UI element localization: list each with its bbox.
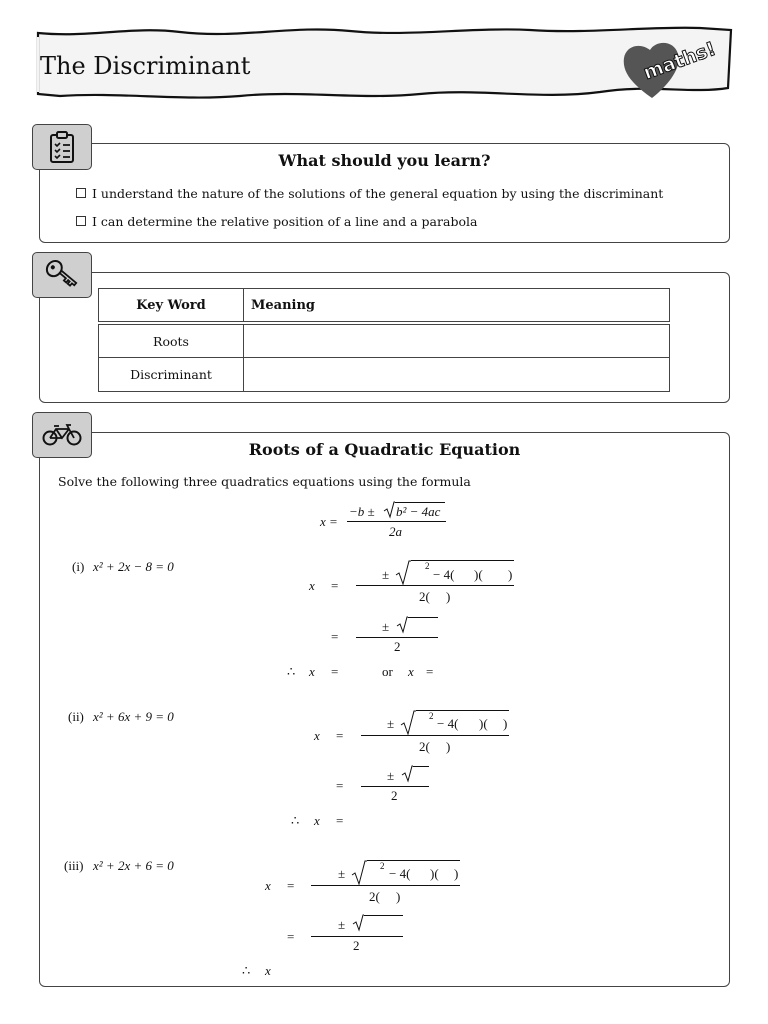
x-symbol: x [309,664,315,679]
x-symbol: x [314,813,320,828]
denominator-two: 2 [353,938,360,953]
paren-close: ) [454,866,459,881]
denominator-open: 2( [369,889,380,904]
table-row [98,357,670,392]
formula-numerator-b: −b ± [349,504,375,519]
therefore-symbol: ∴ [242,963,251,978]
bicycle-icon [42,423,82,447]
radical-sign [396,616,408,634]
fraction-line [356,585,514,586]
equals-sign: = [287,878,295,893]
problem-2-label: (ii) [68,709,84,724]
fraction-line [361,735,509,736]
clipboard-icon-box [32,124,92,170]
key-icon [42,257,82,293]
maths-logo [618,36,718,102]
x-symbol: x [309,578,315,593]
formula-fraction-line [347,521,446,522]
radical-bar [408,617,438,618]
square-exponent: 2 [425,561,430,571]
plus-minus: ± [338,866,346,881]
fraction-line [311,885,460,886]
learn-heading: What should you learn? [278,151,491,170]
roots-heading: Roots of a Quadratic Equation [248,440,521,459]
equals-sign: = [336,728,344,743]
paren-mid: )( [479,716,488,731]
checkbox-2[interactable] [76,216,86,226]
equals-sign: = [331,664,339,679]
therefore-symbol: ∴ [291,813,300,828]
radical-sign [400,710,416,736]
fraction-line [356,637,438,638]
key-icon-box [32,252,92,298]
learn-section [39,143,730,243]
keywords-header-row [98,288,670,322]
header-banner [0,0,768,115]
paren-close: ) [503,716,508,731]
paren-mid: )( [430,866,439,881]
equals-sign: = [331,578,339,593]
fraction-line [361,786,429,787]
roots-intro: Solve the following three quadratics equations using the formula [58,474,471,489]
objective-1 [76,186,663,201]
denominator-open: 2( [419,739,430,754]
equals-sign: = [336,813,344,828]
x-symbol: x [265,878,271,893]
radical-bar [395,502,445,503]
or-word: or [382,664,393,679]
clipboard-icon [47,130,77,164]
paren-mid: )( [474,567,483,582]
denominator-close: ) [446,739,451,754]
equals-sign: = [287,929,295,944]
plus-minus: ± [387,716,395,731]
checkbox-1[interactable] [76,188,86,198]
x-symbol: x [314,728,320,743]
denominator-two: 2 [391,788,398,803]
radical-sign [383,501,395,519]
objective-2-text: I can determine the relative position of a line and a parabola [92,214,478,229]
denominator-close: ) [396,889,401,904]
keyword-cell: Roots [99,325,244,357]
minus-four: − 4( [437,716,459,731]
problem-3-equation: x² + 2x + 6 = 0 [93,858,174,873]
formula-denominator: 2a [389,524,402,539]
equals-sign: = [331,629,339,644]
plus-minus: ± [382,619,390,634]
radical-bar [364,915,403,916]
radical-bar [413,766,429,767]
objective-1-text: I understand the nature of the solutions of the general equation by using the discriminant [92,186,664,201]
meaning-cell[interactable] [244,358,669,391]
minus-four: − 4( [389,866,411,881]
col-key-word: Key Word [99,289,244,321]
objective-2 [76,214,477,229]
problem-1-equation: x² + 2x − 8 = 0 [93,559,174,574]
square-exponent: 2 [429,711,434,721]
problem-3-label: (iii) [64,858,84,873]
radical-sign [401,765,413,783]
formula-lhs: x = [320,514,338,529]
x-symbol: x [408,664,414,679]
formula-radicand: b² − 4ac [396,504,441,519]
radical-sign [351,860,367,886]
denominator-open: 2( [419,589,430,604]
plus-minus: ± [338,917,346,932]
logo-text: maths! [640,37,719,85]
col-meaning: Meaning [251,297,316,313]
equals-sign: = [336,778,344,793]
plus-minus: ± [382,567,390,582]
denominator-close: ) [446,589,451,604]
table-row [98,324,670,358]
page-title: The Discriminant [40,52,251,80]
radical-sign [395,560,411,586]
bicycle-icon-box [32,412,92,458]
x-symbol: x [265,963,271,978]
problem-1-label: (i) [72,559,85,574]
denominator-two: 2 [394,639,401,654]
equals-sign: = [426,664,434,679]
fraction-line [311,936,403,937]
radical-sign [352,914,364,932]
meaning-cell[interactable] [244,325,669,357]
plus-minus: ± [387,768,395,783]
paren-close: ) [508,567,513,582]
therefore-symbol: ∴ [287,664,296,679]
square-exponent: 2 [380,861,385,871]
problem-2-equation: x² + 6x + 9 = 0 [93,709,174,724]
keyword-cell: Discriminant [99,358,244,391]
minus-four: − 4( [433,567,455,582]
